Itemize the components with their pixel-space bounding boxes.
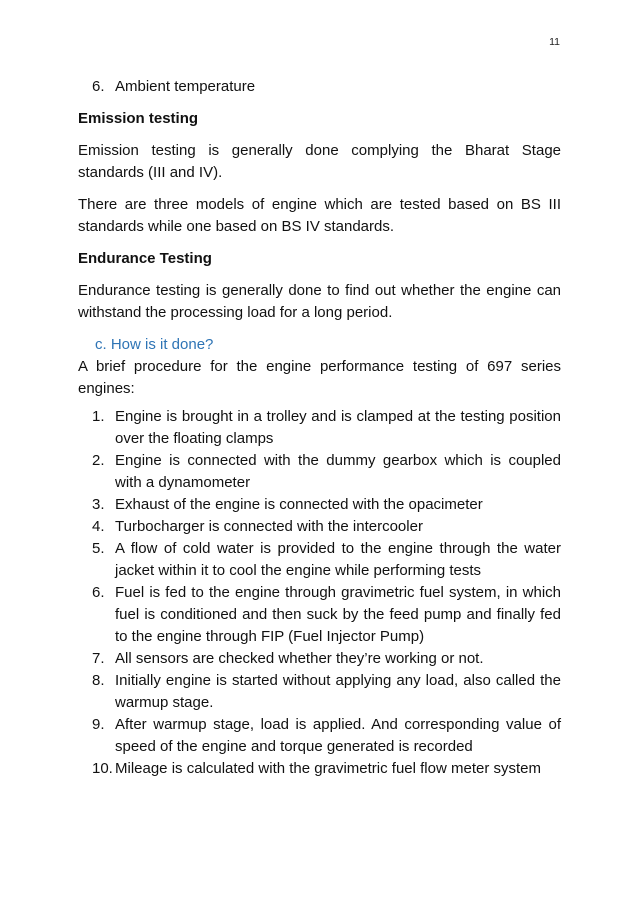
list-text: Engine is connected with the dummy gearbox which is coupled with a dynamometer: [115, 452, 561, 491]
list-number: 6.: [92, 78, 105, 95]
list-number: 9.: [92, 716, 105, 733]
list-number: 10.: [92, 760, 113, 777]
list-text: Initially engine is started without applying any load, also called the warmup stage.: [115, 672, 561, 711]
list-number: 7.: [92, 650, 105, 667]
list-item: [78, 450, 561, 494]
section-heading-emission: Emission testing: [78, 110, 199, 127]
list-item: [78, 648, 561, 670]
list-text: Fuel is fed to the engine through gravimetric fuel system, in which fuel is conditioned and then suck by the feed pump and finally fed to the engine through FIP (Fuel Injector Pump): [115, 584, 561, 645]
list-item: [78, 582, 561, 648]
list-item: [78, 714, 561, 758]
list-text: After warmup stage, load is applied. And corresponding value of speed of the engine and torque generated is recorded: [115, 716, 561, 755]
list-item: [78, 406, 561, 450]
list-text: Engine is brought in a trolley and is clamped at the testing position over the floating clamps: [115, 408, 561, 447]
procedure-list: [78, 406, 561, 780]
paragraph: There are three models of engine which are tested based on BS III standards while one based on BS IV standards.: [78, 196, 561, 235]
list-item: [78, 758, 561, 780]
page-content: [78, 76, 561, 780]
list-text: All sensors are checked whether they’re working or not.: [115, 650, 484, 667]
list-text: Ambient temperature: [115, 78, 256, 95]
list-item: [78, 538, 561, 582]
list-text: Turbocharger is connected with the intercooler: [115, 518, 423, 535]
paragraph: Emission testing is generally done complying the Bharat Stage standards (III and IV).: [78, 142, 561, 181]
list-number: 8.: [92, 672, 105, 689]
list-text: A flow of cold water is provided to the engine through the water jacket within it to cool the engine while performing tests: [115, 540, 561, 579]
list-number: 1.: [92, 408, 105, 425]
subsection-heading: c. How is it done?: [95, 336, 214, 353]
page-number: 11: [549, 36, 560, 48]
list-item-ambient: [78, 76, 561, 98]
list-text: Exhaust of the engine is connected with the opacimeter: [115, 496, 483, 513]
list-number: 6.: [92, 584, 105, 601]
list-number: 5.: [92, 540, 105, 557]
list-item: [78, 516, 561, 538]
paragraph: A brief procedure for the engine performance testing of 697 series engines:: [78, 358, 561, 397]
list-item: [78, 494, 561, 516]
list-number: 3.: [92, 496, 105, 513]
list-number: 2.: [92, 452, 105, 469]
paragraph: Endurance testing is generally done to find out whether the engine can withstand the processing load for a long period.: [78, 282, 561, 321]
section-heading-endurance: Endurance Testing: [78, 250, 212, 267]
list-number: 4.: [92, 518, 105, 535]
list-text: Mileage is calculated with the gravimetric fuel flow meter system: [115, 760, 541, 777]
list-item: [78, 670, 561, 714]
